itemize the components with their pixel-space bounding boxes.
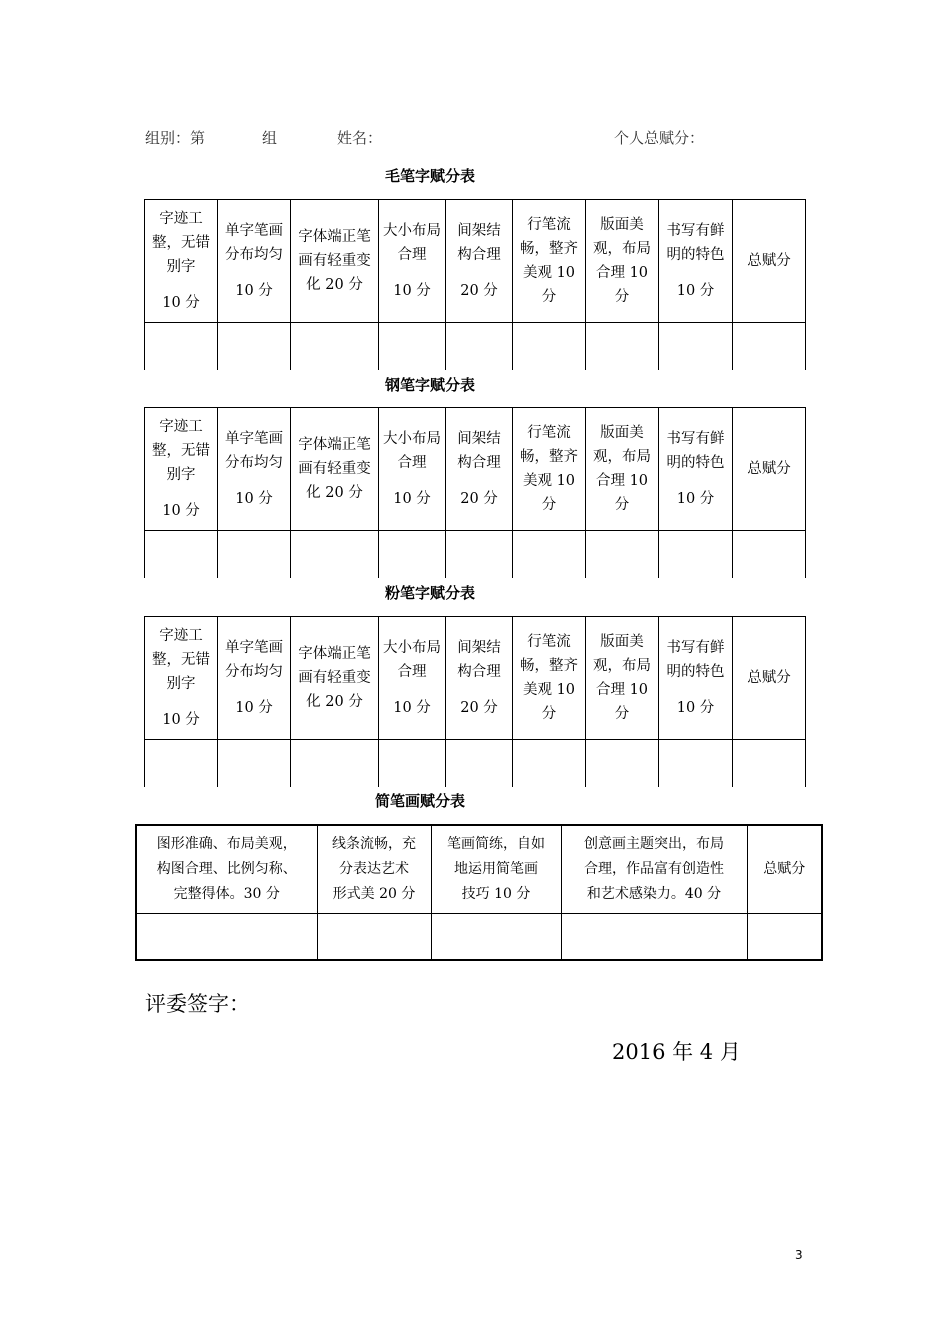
criterion-score: 10 分 (393, 283, 431, 299)
calligraphy-score-table (144, 199, 806, 370)
document-date: 2016 年 4 月 (612, 1040, 741, 1064)
score-entry-cell[interactable] (586, 323, 659, 370)
criterion-score: 10 分 (235, 283, 273, 299)
score-entry-cell[interactable] (659, 323, 733, 370)
score-entry-row (145, 531, 806, 578)
group-suffix: 组 (262, 129, 278, 147)
criteria-header-row (145, 200, 806, 323)
calligraphy-table-title: 毛笔字赋分表 (384, 167, 475, 185)
criterion-score: 20 分 (460, 491, 498, 507)
criterion-cell: 总赋分 (733, 617, 806, 740)
score-entry-cell[interactable] (291, 323, 379, 370)
score-entry-cell[interactable] (379, 323, 446, 370)
criterion-cell: 大小布局 合理 10 分 (379, 617, 446, 740)
total-label: 个人总赋分： (614, 129, 705, 147)
criterion-score: 10 分 (676, 283, 715, 299)
pen-table-title: 钢笔字赋分表 (384, 376, 475, 394)
sketch-score-cell[interactable] (747, 913, 822, 960)
criterion-cell: 版面美 观，布局 合理 10 分 (586, 200, 659, 323)
criterion-cell: 字迹工 整，无错 别字 10 分 (145, 200, 218, 323)
criterion-cell: 字体端正笔 画有轻重变 化 20 分 (291, 617, 379, 740)
sketch-criterion-creativity: 创意画主题突出，布局 合理，作品富有创造性 和艺术感染力。40 分 (561, 825, 747, 913)
judge-signature-label: 评委签字： (145, 992, 250, 1016)
criterion-score: 10 分 (235, 491, 273, 507)
criterion-cell: 书写有鲜 明的特色 10 分 (659, 200, 733, 323)
score-entry-cell[interactable] (659, 531, 733, 578)
header-info (145, 127, 765, 149)
criterion-cell: 字迹工 整，无错 别字 10 分 (145, 408, 218, 531)
criterion-score: 10 分 (162, 503, 200, 519)
score-entry-cell[interactable] (379, 740, 446, 787)
criterion-cell: 版面美 观，布局 合理 10 分 (586, 408, 659, 531)
sketch-criterion-accuracy: 图形准确、布局美观， 构图合理、比例匀称、 完整得体。30 分 (136, 825, 317, 913)
criterion-score: 10 分 (162, 295, 200, 311)
sketch-criterion-total: 总赋分 (747, 825, 822, 913)
criterion-cell: 字体端正笔 画有轻重变 化 20 分 (291, 200, 379, 323)
criterion-score: 20 分 (460, 283, 498, 299)
score-entry-cell[interactable] (446, 531, 513, 578)
name-label: 姓名： (337, 129, 383, 147)
criterion-cell: 行笔流 畅，整齐 美观 10 分 (513, 200, 586, 323)
score-entry-cell[interactable] (379, 531, 446, 578)
score-entry-cell[interactable] (291, 531, 379, 578)
criterion-cell: 单字笔画 分布均匀 10 分 (218, 408, 291, 531)
score-entry-cell[interactable] (733, 323, 806, 370)
sketch-score-cell[interactable] (431, 913, 561, 960)
chalk-table-title: 粉笔字赋分表 (384, 584, 475, 602)
criterion-score: 10 分 (393, 491, 431, 507)
score-entry-cell[interactable] (218, 323, 291, 370)
criterion-score: 10 分 (676, 700, 715, 716)
score-entry-cell[interactable] (218, 740, 291, 787)
criterion-score: 10 分 (235, 700, 273, 716)
score-entry-cell[interactable] (145, 323, 218, 370)
score-entry-cell[interactable] (733, 531, 806, 578)
criterion-score: 10 分 (676, 491, 715, 507)
criterion-cell: 单字笔画 分布均匀 10 分 (218, 200, 291, 323)
criterion-cell: 行笔流 畅，整齐 美观 10 分 (513, 408, 586, 531)
sketch-score-cell[interactable] (317, 913, 431, 960)
criterion-cell: 大小布局 合理 10 分 (379, 200, 446, 323)
criterion-cell: 总赋分 (733, 200, 806, 323)
criterion-cell: 总赋分 (733, 408, 806, 531)
pen-score-table (144, 407, 806, 578)
criterion-cell: 大小布局 合理 10 分 (379, 408, 446, 531)
score-entry-cell[interactable] (446, 323, 513, 370)
score-entry-cell[interactable] (513, 531, 586, 578)
criterion-cell: 字体端正笔 画有轻重变 化 20 分 (291, 408, 379, 531)
score-entry-cell[interactable] (513, 740, 586, 787)
criterion-cell: 书写有鲜 明的特色 10 分 (659, 617, 733, 740)
criterion-cell: 行笔流 畅，整齐 美观 10 分 (513, 617, 586, 740)
criterion-score: 20 分 (460, 700, 498, 716)
criteria-header-row (145, 408, 806, 531)
criterion-cell: 间架结 构合理 20 分 (446, 617, 513, 740)
score-entry-cell[interactable] (513, 323, 586, 370)
criterion-score: 10 分 (162, 712, 200, 728)
page-number: 3 (795, 1248, 803, 1262)
sketch-criterion-lines: 线条流畅，充 分表达艺术 形式美 20 分 (317, 825, 431, 913)
score-entry-cell[interactable] (145, 531, 218, 578)
score-entry-cell[interactable] (586, 531, 659, 578)
group-label: 组别：第 (145, 129, 206, 147)
sketch-criterion-strokes: 笔画简练，自如 地运用简笔画 技巧 10 分 (431, 825, 561, 913)
sketch-score-cell[interactable] (561, 913, 747, 960)
score-entry-row (145, 740, 806, 787)
score-entry-row (145, 323, 806, 370)
criteria-header-row (145, 617, 806, 740)
criterion-cell: 书写有鲜 明的特色 10 分 (659, 408, 733, 531)
criterion-score: 10 分 (393, 700, 431, 716)
score-entry-cell[interactable] (218, 531, 291, 578)
score-entry-cell[interactable] (733, 740, 806, 787)
chalk-score-table (144, 616, 806, 787)
criterion-cell: 间架结 构合理 20 分 (446, 200, 513, 323)
criterion-cell: 字迹工 整，无错 别字 10 分 (145, 617, 218, 740)
criterion-cell: 单字笔画 分布均匀 10 分 (218, 617, 291, 740)
sketch-table-title: 简笔画赋分表 (374, 792, 465, 810)
sketch-score-table (135, 824, 823, 961)
score-entry-cell[interactable] (586, 740, 659, 787)
sketch-score-row (136, 913, 822, 960)
score-entry-cell[interactable] (659, 740, 733, 787)
score-entry-cell[interactable] (446, 740, 513, 787)
sketch-header-row (136, 825, 822, 913)
sketch-score-cell[interactable] (136, 913, 317, 960)
score-entry-cell[interactable] (145, 740, 218, 787)
criterion-cell: 版面美 观，布局 合理 10 分 (586, 617, 659, 740)
criterion-cell: 间架结 构合理 20 分 (446, 408, 513, 531)
score-entry-cell[interactable] (291, 740, 379, 787)
